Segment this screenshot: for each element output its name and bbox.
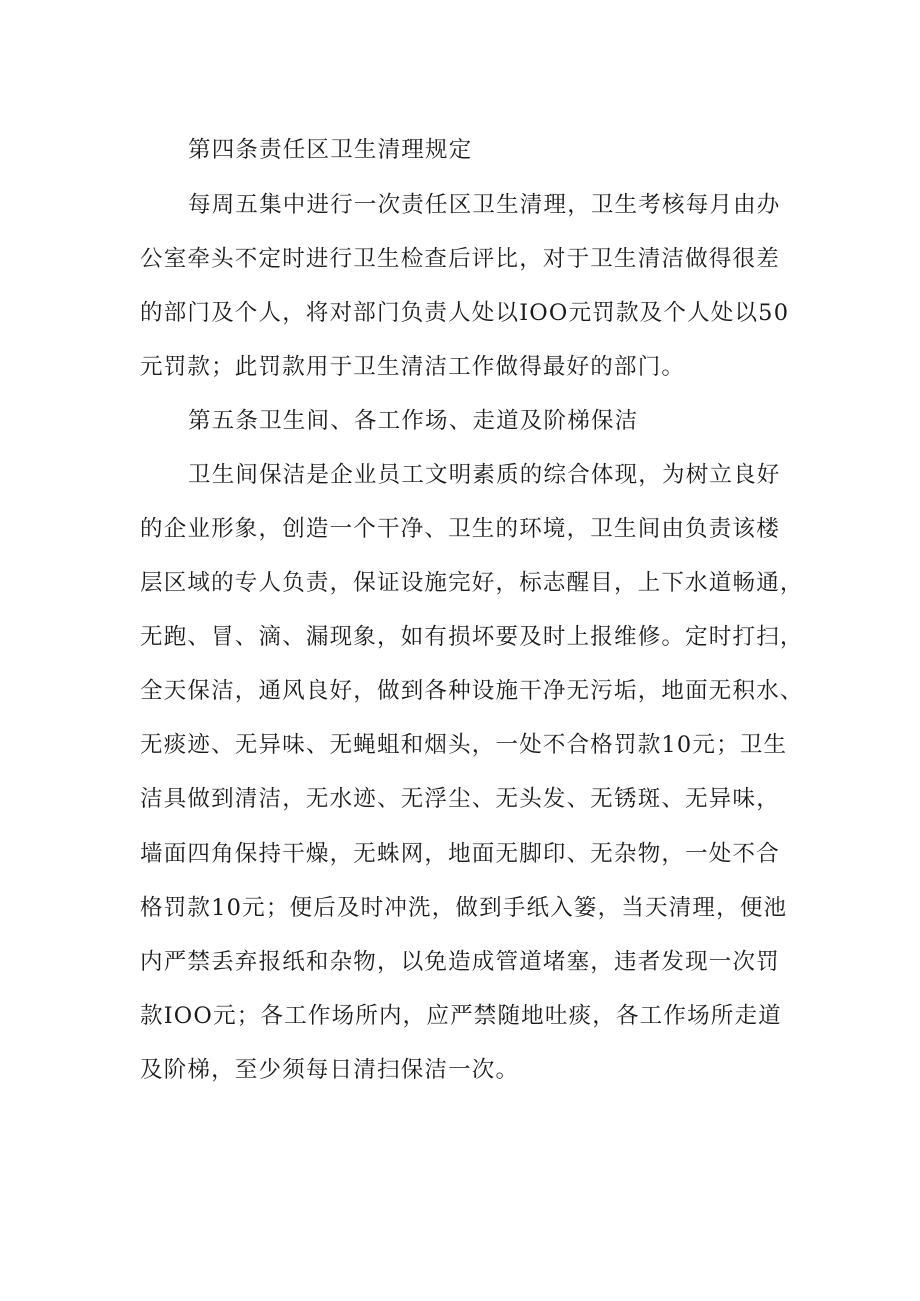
paragraph-line: 格罚款10元；便后及时冲洗，做到手纸入篓，当天清理，便池 [140,895,788,921]
paragraph-line: 无跑、冒、滴、漏现象，如有损坏要及时上报维修。定时打扫， [140,624,804,650]
paragraph-line: 墙面四角保持干燥，无蛛网，地面无脚印、无杂物，一处不合 [140,841,780,867]
paragraph-line: 每周五集中进行一次责任区卫生清理，卫生考核每月由办 [188,192,781,218]
paragraph-line: 的企业形象，创造一个干净、卫生的环境，卫生间由负责该楼 [140,516,780,542]
article-5-heading: 第五条卫生间、各工作场、走道及阶梯保洁 [188,408,639,434]
paragraph-line: 公室牵头不定时进行卫生检查后评比，对于卫生清洁做得很差 [140,246,780,272]
article-4-heading: 第四条责任区卫生清理规定 [188,137,473,163]
paragraph-line: 的部门及个人，将对部门负责人处以IOO元罚款及个人处以50 [140,300,790,326]
paragraph-line: 元罚款；此罚款用于卫生清洁工作做得最好的部门。 [140,354,686,380]
paragraph-line: 层区域的专人负责，保证设施完好，标志醒目，上下水道畅通， [140,570,804,596]
paragraph-line: 及阶梯，至少须每日清扫保洁一次。 [140,1057,520,1083]
paragraph-line: 卫生间保洁是企业员工文明素质的综合体现，为树立良好 [188,462,781,488]
paragraph-line: 内严禁丢弃报纸和杂物，以免造成管道堵塞，违者发现一次罚 [140,949,780,975]
paragraph-line: 洁具做到清洁，无水迹、无浮尘、无头发、无锈斑、无异味， [140,786,780,812]
paragraph-line: 无痰迹、无异味、无蝇蛆和烟头，一处不合格罚款10元；卫生 [140,732,788,758]
paragraph-line: 款IOO元；各工作场所内，应严禁随地吐痰，各工作场所走道 [140,1003,782,1029]
paragraph-line: 全天保洁，通风良好，做到各种设施干净无污垢，地面无积水、 [140,678,804,704]
